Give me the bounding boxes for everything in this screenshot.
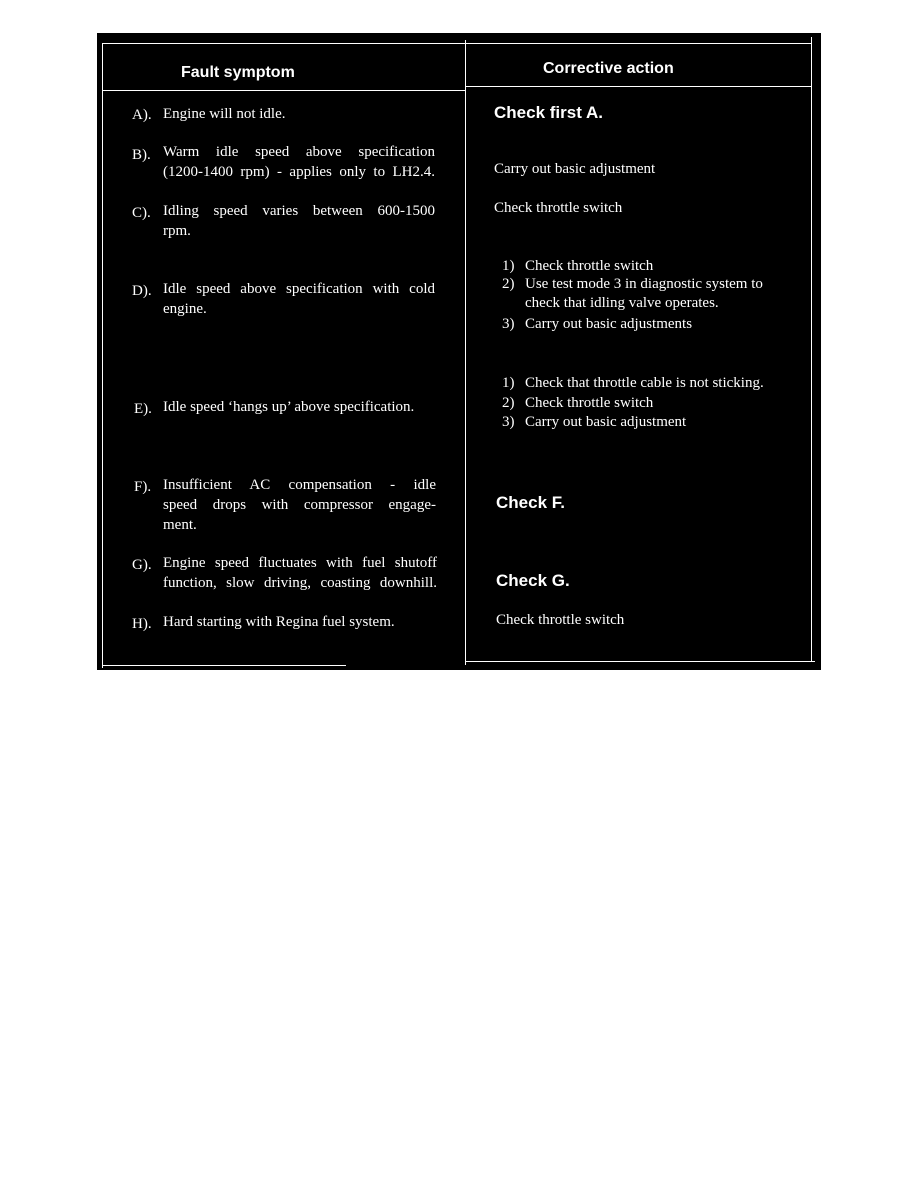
step-text: Use test mode 3 in diagnostic system to check that idling valve operates. <box>525 276 763 311</box>
row-a-action: Check first A. <box>494 103 603 122</box>
row-f-symptom-line: speed drops with compressor engage- <box>163 497 436 513</box>
step-text: Check throttle switch <box>525 395 654 411</box>
row-d-action-step <box>502 257 802 276</box>
step-text: Check that throttle cable is not sticking. <box>525 375 764 391</box>
row-c-action: Check throttle switch <box>494 200 623 216</box>
row-c-symptom <box>163 201 435 241</box>
step-text: Check throttle switch <box>525 258 654 274</box>
row-g-label: G). <box>132 557 152 573</box>
row-f-action: Check F. <box>496 493 565 512</box>
row-e-action-step <box>502 374 802 393</box>
row-a-label: A). <box>132 107 152 123</box>
table-right-border <box>811 37 812 661</box>
row-d-action-step <box>502 275 798 313</box>
row-e-label: E). <box>134 401 152 417</box>
row-e-action-step <box>502 394 802 413</box>
step-number: 1) <box>502 258 515 274</box>
row-g-symptom-line: Engine speed fluctuates with fuel shutoff <box>163 555 437 571</box>
row-h-label: H). <box>132 616 152 632</box>
row-e-symptom: Idle speed ‘hangs up’ above specification. <box>163 399 415 415</box>
row-d-label: D). <box>132 283 152 299</box>
table-bottom-border-right <box>465 661 815 662</box>
table-left-border <box>102 43 103 668</box>
step-number: 3) <box>502 414 515 430</box>
row-c-symptom-line: Idling speed varies between 600-1500 <box>163 203 435 219</box>
step-text: Carry out basic adjustments <box>525 316 693 332</box>
row-f-label: F). <box>134 479 152 495</box>
row-f-symptom-line: ment. <box>163 517 197 533</box>
row-d-symptom-line: Idle speed above specification with cold <box>163 281 435 297</box>
table-top-border <box>102 43 811 44</box>
table-column-divider <box>465 40 466 665</box>
row-c-symptom-line: rpm. <box>163 223 191 239</box>
table-header-rule <box>102 90 466 91</box>
row-d-symptom-line: engine. <box>163 301 207 317</box>
row-h-symptom: Hard starting with Regina fuel system. <box>163 614 395 630</box>
row-g-symptom <box>163 553 437 593</box>
row-f-symptom <box>163 475 436 535</box>
row-c-label: C). <box>132 205 151 221</box>
table-bottom-border <box>102 665 346 666</box>
row-a-symptom: Engine will not idle. <box>163 106 286 122</box>
row-b-symptom-line: (1200-1400 rpm) - applies only to LH2.4. <box>163 164 435 180</box>
row-d-symptom <box>163 279 435 319</box>
row-g-action: Check G. <box>496 571 570 590</box>
header-fault-symptom: Fault symptom <box>181 64 295 81</box>
row-b-label: B). <box>132 147 151 163</box>
step-text: Carry out basic adjustment <box>525 414 687 430</box>
row-g-symptom-line: function, slow driving, coasting downhill. <box>163 575 437 591</box>
step-number: 2) <box>502 276 515 292</box>
step-number: 1) <box>502 375 515 391</box>
row-e-action-step <box>502 413 802 432</box>
row-h-action: Check throttle switch <box>496 612 625 628</box>
row-b-action: Carry out basic adjustment <box>494 161 656 177</box>
row-b-symptom <box>163 142 435 182</box>
row-b-symptom-line: Warm idle speed above specification <box>163 144 435 160</box>
step-number: 3) <box>502 316 515 332</box>
step-number: 2) <box>502 395 515 411</box>
row-d-action-step <box>502 315 802 334</box>
header-corrective-action: Corrective action <box>543 60 674 77</box>
table-header-rule-right <box>465 86 811 87</box>
row-f-symptom-line: Insufficient AC compensation - idle <box>163 477 436 493</box>
